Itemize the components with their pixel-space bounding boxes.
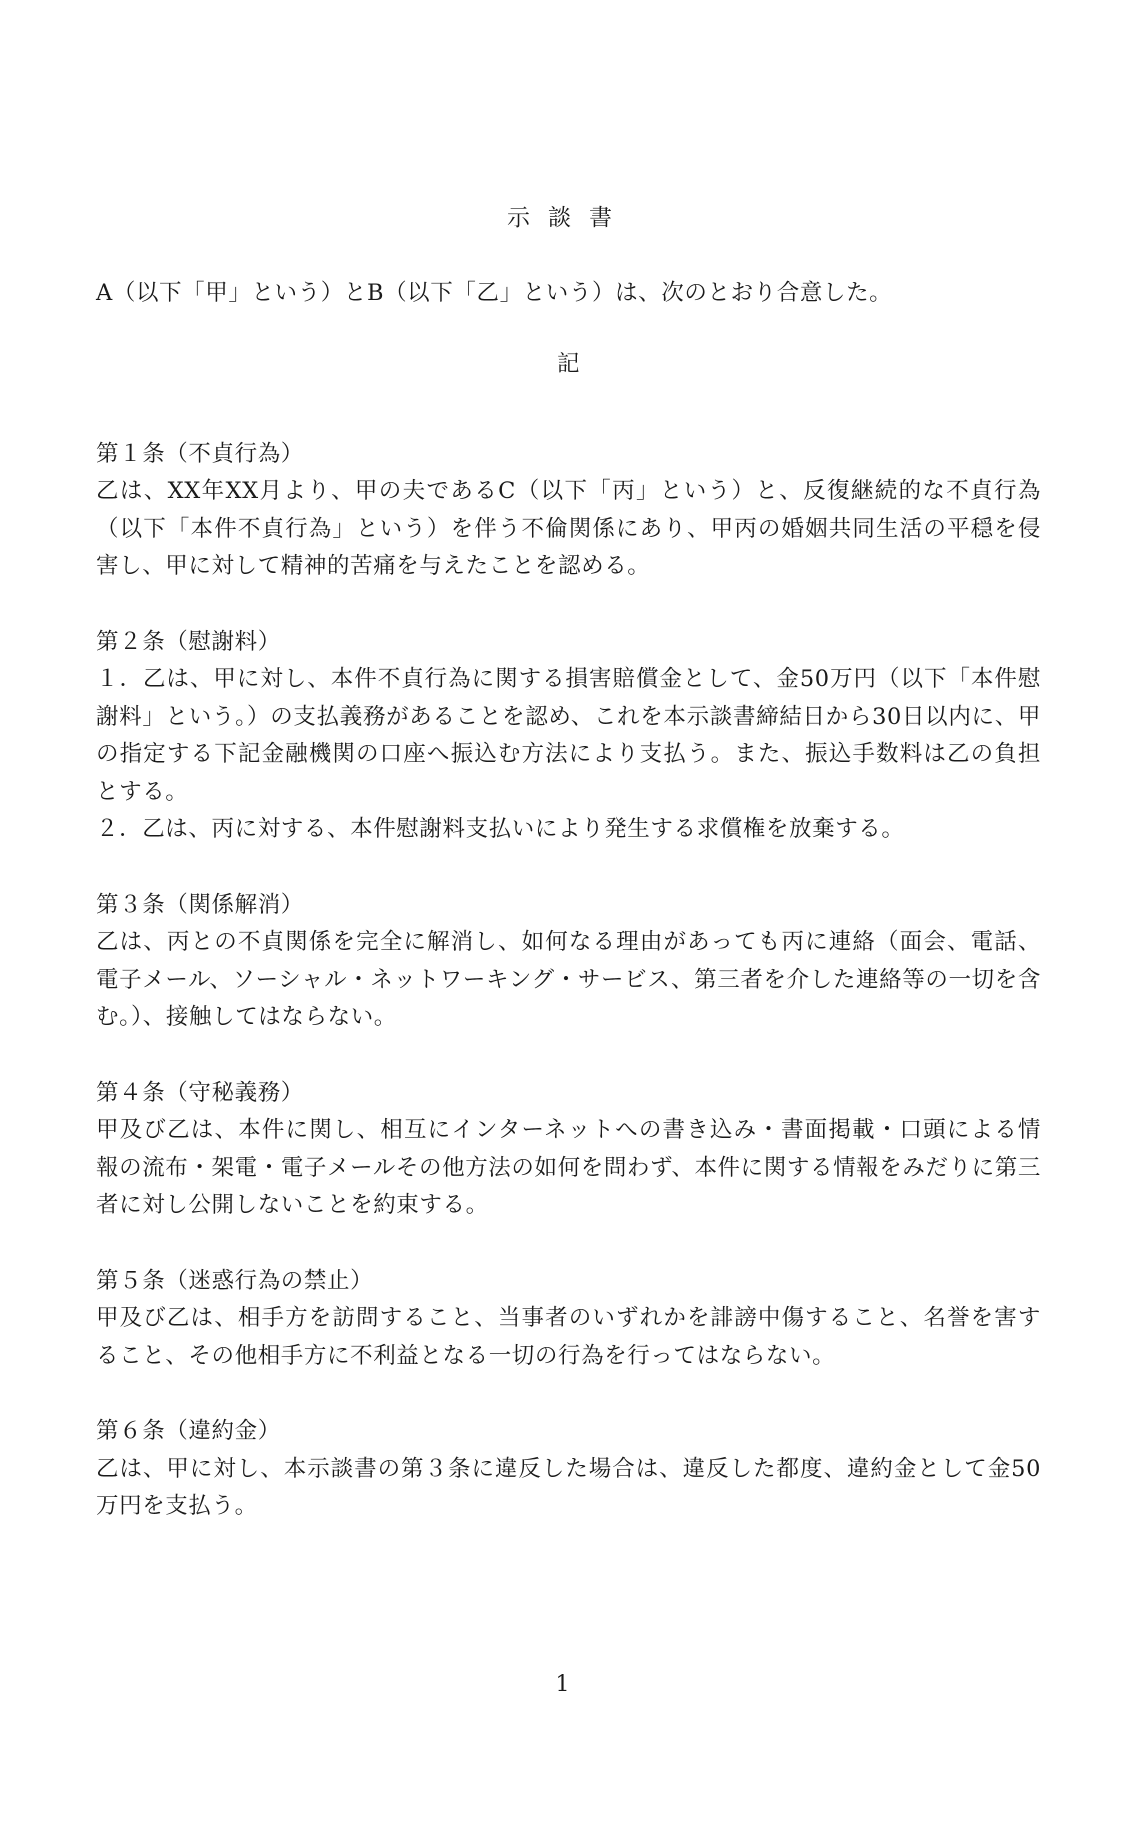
article-heading: 第６条（違約金） [96, 1418, 281, 1444]
article-paragraph: 乙は、甲に対し、本示談書の第３条に違反した場合は、違反した都度、違約金として金50万円を支払う。 [96, 1455, 1041, 1519]
ki-marker: 記 [556, 351, 581, 377]
article-1 [96, 436, 1041, 586]
page-number: 1 [555, 1672, 570, 1697]
document-title: 示談書 [507, 205, 630, 231]
article-3 [96, 887, 1041, 1037]
article-6 [96, 1413, 1041, 1526]
article-heading: 第４条（守秘義務） [96, 1079, 304, 1106]
article-heading: 第１条（不貞行為） [96, 440, 304, 467]
article-2 [96, 624, 1041, 849]
intro-text: A（以下「甲」という）とB（以下「乙」という）は、次のとおり合意した。 [96, 279, 893, 306]
article-heading: 第５条（迷惑行為の禁止） [96, 1267, 374, 1294]
article-paragraph: 甲及び乙は、相手方を訪問すること、当事者のいずれかを誹謗中傷すること、名誉を害すること、その他相手方に不利益となる一切の行為を行ってはならない。 [96, 1305, 1041, 1369]
article-paragraph: 甲及び乙は、本件に関し、相互にインターネットへの書き込み・書面掲載・口頭による情報の流布・架電・電子メールその他方法の如何を問わず、本件に関する情報をみだりに第三者に対し公開しないことを約束する。 [96, 1117, 1041, 1218]
article-heading: 第２条（慰謝料） [96, 628, 281, 655]
article-5 [96, 1263, 1041, 1376]
document-body [96, 200, 1041, 1564]
article-paragraph: 乙は、XX年XX月より、甲の夫であるC（以下「丙」という）と、反復継続的な不貞行為（以下「本件不貞行為」という）を伴う不倫関係にあり、甲丙の婚姻共同生活の平穏を侵害し、甲に対して精神的苦痛を与えたことを認める。 [96, 478, 1041, 579]
article-paragraph: 乙は、丙との不貞関係を完全に解消し、如何なる理由があっても丙に連絡（面会、電話、電子メール、ソーシャル・ネットワーキング・サービス、第三者を介した連絡等の一切を含む。）、接触してはならない。 [96, 929, 1041, 1030]
article-4 [96, 1075, 1041, 1225]
article-paragraph: １．乙は、甲に対し、本件不貞行為に関する損害賠償金として、金50万円（以下「本件慰謝料」という。）の支払義務があることを認め、これを本示談書締結日から30日以内に、甲の指定する下記金融機関の口座へ振込む方法により支払う。また、振込手数料は乙の負担とする。 [96, 666, 1041, 805]
article-paragraph: ２．乙は、丙に対する、本件慰謝料支払いにより発生する求償権を放棄する。 [96, 816, 905, 842]
article-heading: 第３条（関係解消） [96, 891, 304, 918]
